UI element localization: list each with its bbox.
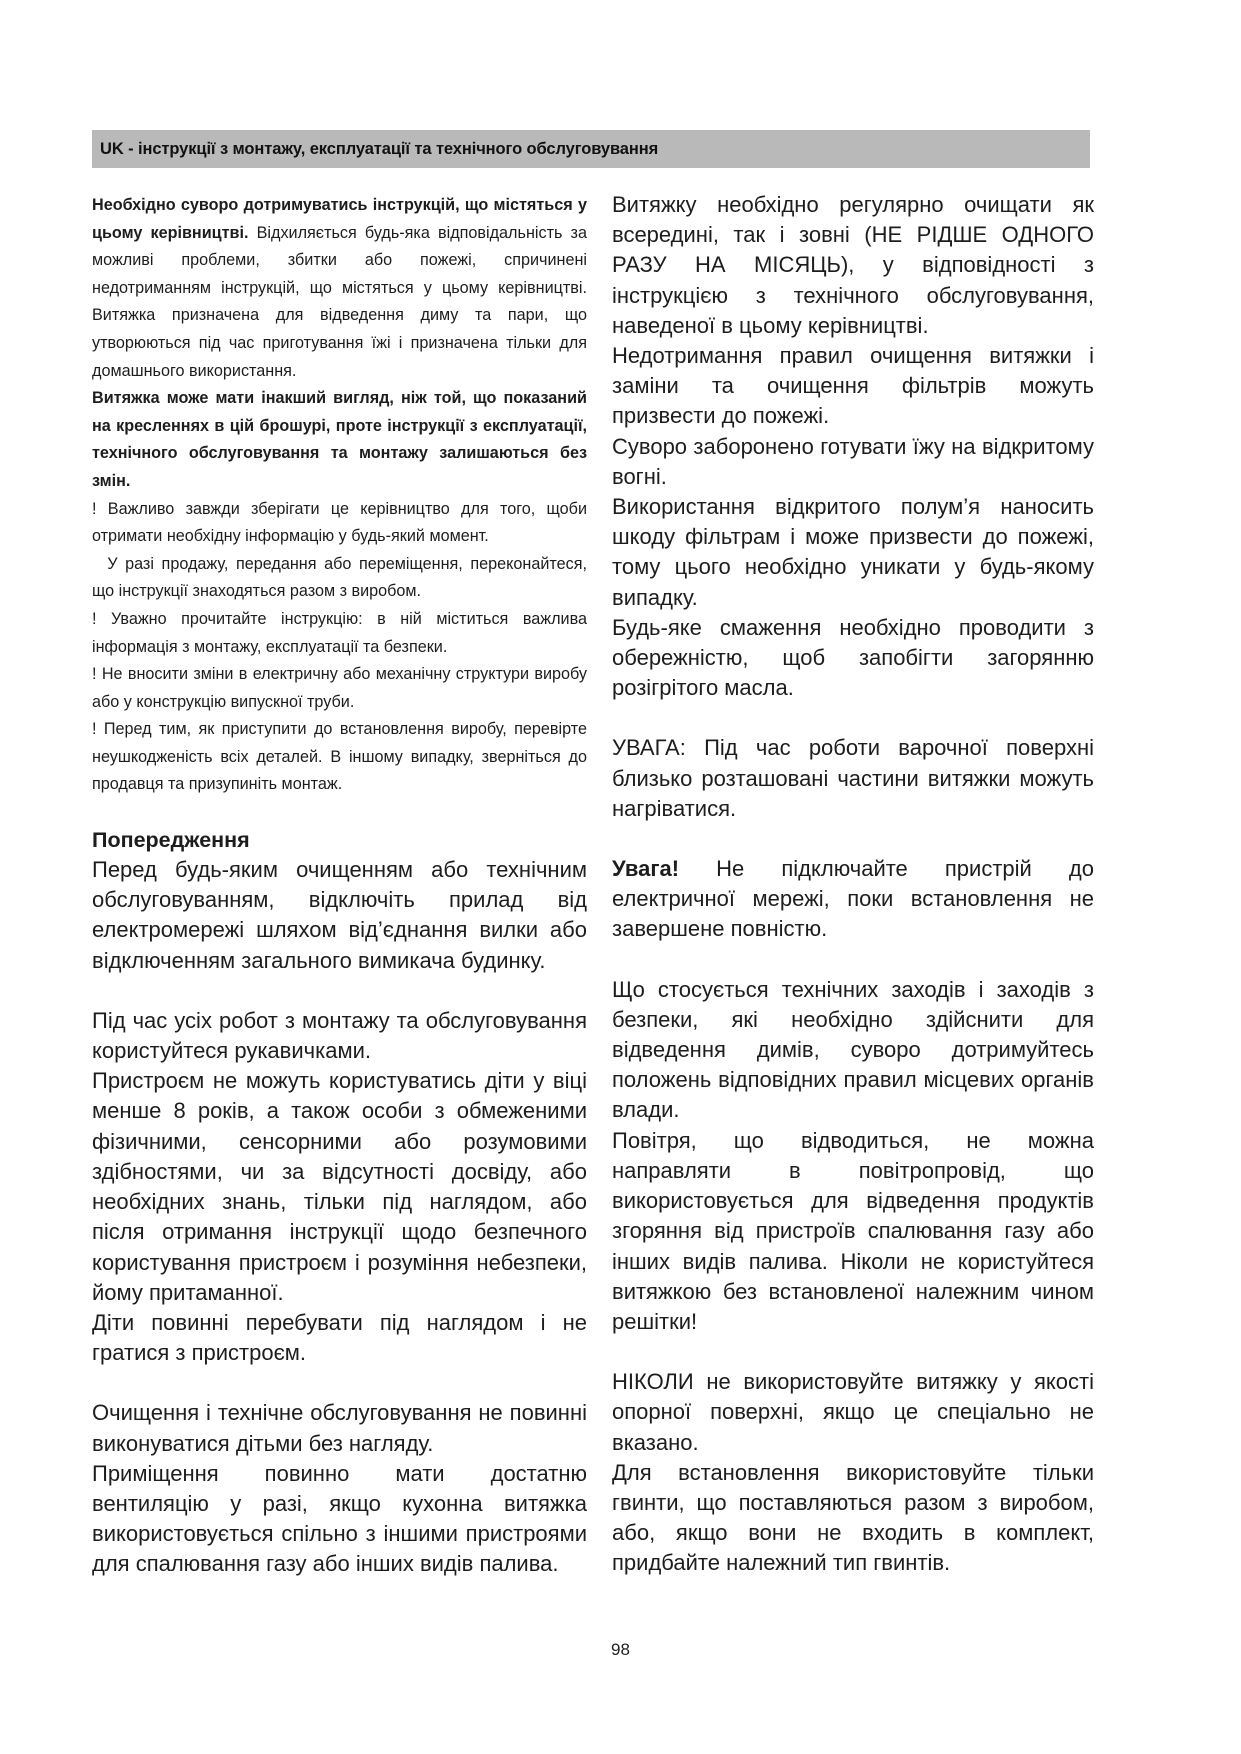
no-support-notice: НІКОЛИ не використовуйте витяжку у якості опорної поверхні, якщо це спеціально не вказано. — [612, 1369, 1094, 1455]
children-use-notice: Пристроєм не можуть користуватись діти у віці менше 8 років, а також особи з обмеженими фізичними, сенсорними або розумовими здібностями, чи за відсутності досвіду, або необхідних знань, тільки під наглядом, або після отримання інструкції щодо безпечного користування пристроєм і розуміння небезпеки, йому притаманної. — [92, 1068, 587, 1305]
screws-notice: Для встановлення використовуйте тільки гвинти, що поставляються разом з виробом, або, якщо вони не входить в комплект, придбайте належний тип гвинтів. — [612, 1459, 1094, 1576]
hot-parts-notice: УВАГА: Під час роботи варочної поверхні близько розташовані частини витяжки можуть нагріватися. — [612, 735, 1094, 821]
note-no-modifications: ! Не вносити зміни в електричну або механічну структури виробу або у конструкцію випускної труби. — [92, 665, 587, 711]
open-flame-notice: Використання відкритого полум’я наносить шкоду фільтрам і може призвести до пожежі, тому цього необхідно уникати у будь-якому випадку. — [612, 494, 1094, 610]
cleaning-children-notice: Очищення і технічне обслуговування не повинні виконуватися дітьми без нагляду. — [92, 1400, 587, 1456]
appearance-notice: Витяжка може мати інакший вигляд, ніж той, що показаний на кресленнях в цій брошурі, проте інструкції з експлуатації, технічного обслуговування та монтажу залишаються без змін. — [92, 389, 587, 490]
section-header-bar — [92, 130, 1090, 168]
attention-bold: Увага! — [612, 856, 680, 882]
note-keep-manual: ! Важливо завжди зберігати це керівництво для того, щоби отримати необхідну інформацію у будь-який момент. — [92, 499, 587, 546]
intro-rest: Відхиляється будь-яка відповідальність за можливі проблеми, збитки або пожежі, спричинені недотриманням інструкцій, що містяться у цьому керівництві. Витяжка призначена для відведення диму та пари, що утворюються під час приготування їжі і призначена тільки для домашнього використання. — [92, 223, 587, 380]
clean-regularly-notice: Витяжку необхідно регулярно очищати як всередині, так і зовні (НЕ РІДШЕ ОДНОГО РАЗУ НА МІСЯЦЬ), у відповідності з інструкцією з технічного обслуговування, наведеної в цьому керівництві. — [612, 192, 1094, 338]
right-column — [612, 190, 1094, 1579]
children-play-notice: Діти повинні перебувати під наглядом і не гратися з пристроєм. — [92, 1309, 587, 1366]
page-number: 98 — [611, 1640, 630, 1659]
air-duct-notice: Повітря, що відводиться, не можна направляти в повітропровід, що використовується для відведення продуктів згоряння від пристроїв спалювання газу або інших видів палива. Ніколи не користуйтеся витяжкою без встановленої належним чином решітки! — [612, 1127, 1094, 1334]
note-sale-transfer: У разі продажу, передання або переміщення, переконайтеся, що інструкції знаходяться разом з виробом. — [92, 554, 592, 601]
attention-notice — [612, 854, 1094, 945]
attention-rest: Не підключайте пристрій до електричної мережі, поки встановлення не завершене повністю. — [612, 856, 1094, 942]
fire-risk-notice: Недотримання правил очищення витяжки і заміни та очищення фільтрів можуть призвести до пожежі. — [612, 343, 1094, 429]
gloves-notice: Під час усіх робот з монтажу та обслуговування користуйтеся рукавичками. — [92, 1007, 587, 1064]
warning-heading: Попередження — [92, 828, 250, 853]
section-title: UK - інструкції з монтажу, експлуатації та технічного обслуговування — [100, 140, 659, 158]
ventilation-notice: Приміщення повинно мати достатню вентиляцію у разі, якщо кухонна витяжка використовується спільно з іншими пристроями для спалювання газу або інших видів палива. — [92, 1460, 587, 1577]
frying-notice: Будь-яке смаження необхідно проводити з обережністю, щоб запобігти загорянню розігрітого масла. — [612, 614, 1094, 701]
warning-disconnect: Перед будь-яким очищенням або технічним обслуговуванням, відключіть прилад від електромережі шляхом від’єднання вилки або відключенням загального вимикача будинку. — [92, 857, 587, 973]
left-column — [92, 192, 592, 1580]
note-read-carefully: ! Уважно прочитайте інструкцію: в ній міститься важлива інформація з монтажу, експлуатації та безпеки. — [92, 609, 587, 656]
intro-paragraph — [92, 192, 587, 385]
intro-bold: Необхідно суворо дотримуватись інструкцій, що містяться у цьому керівництві. — [92, 196, 587, 242]
note-check-parts: ! Перед тим, як приступити до встановлення виробу, перевірте неушкодженість всіх деталей. В іншому випадку, зверніться до продавця та призупиніть монтаж. — [92, 720, 587, 794]
local-rules-notice: Що стосується технічних заходів і заходів з безпеки, які необхідно здійснити для відведення димів, суворо дотримуйтесь положень відповідних правил місцевих органів влади. — [612, 976, 1094, 1123]
no-open-fire-notice: Суворо заборонено готувати їжу на відкритому вогні. — [612, 433, 1094, 489]
